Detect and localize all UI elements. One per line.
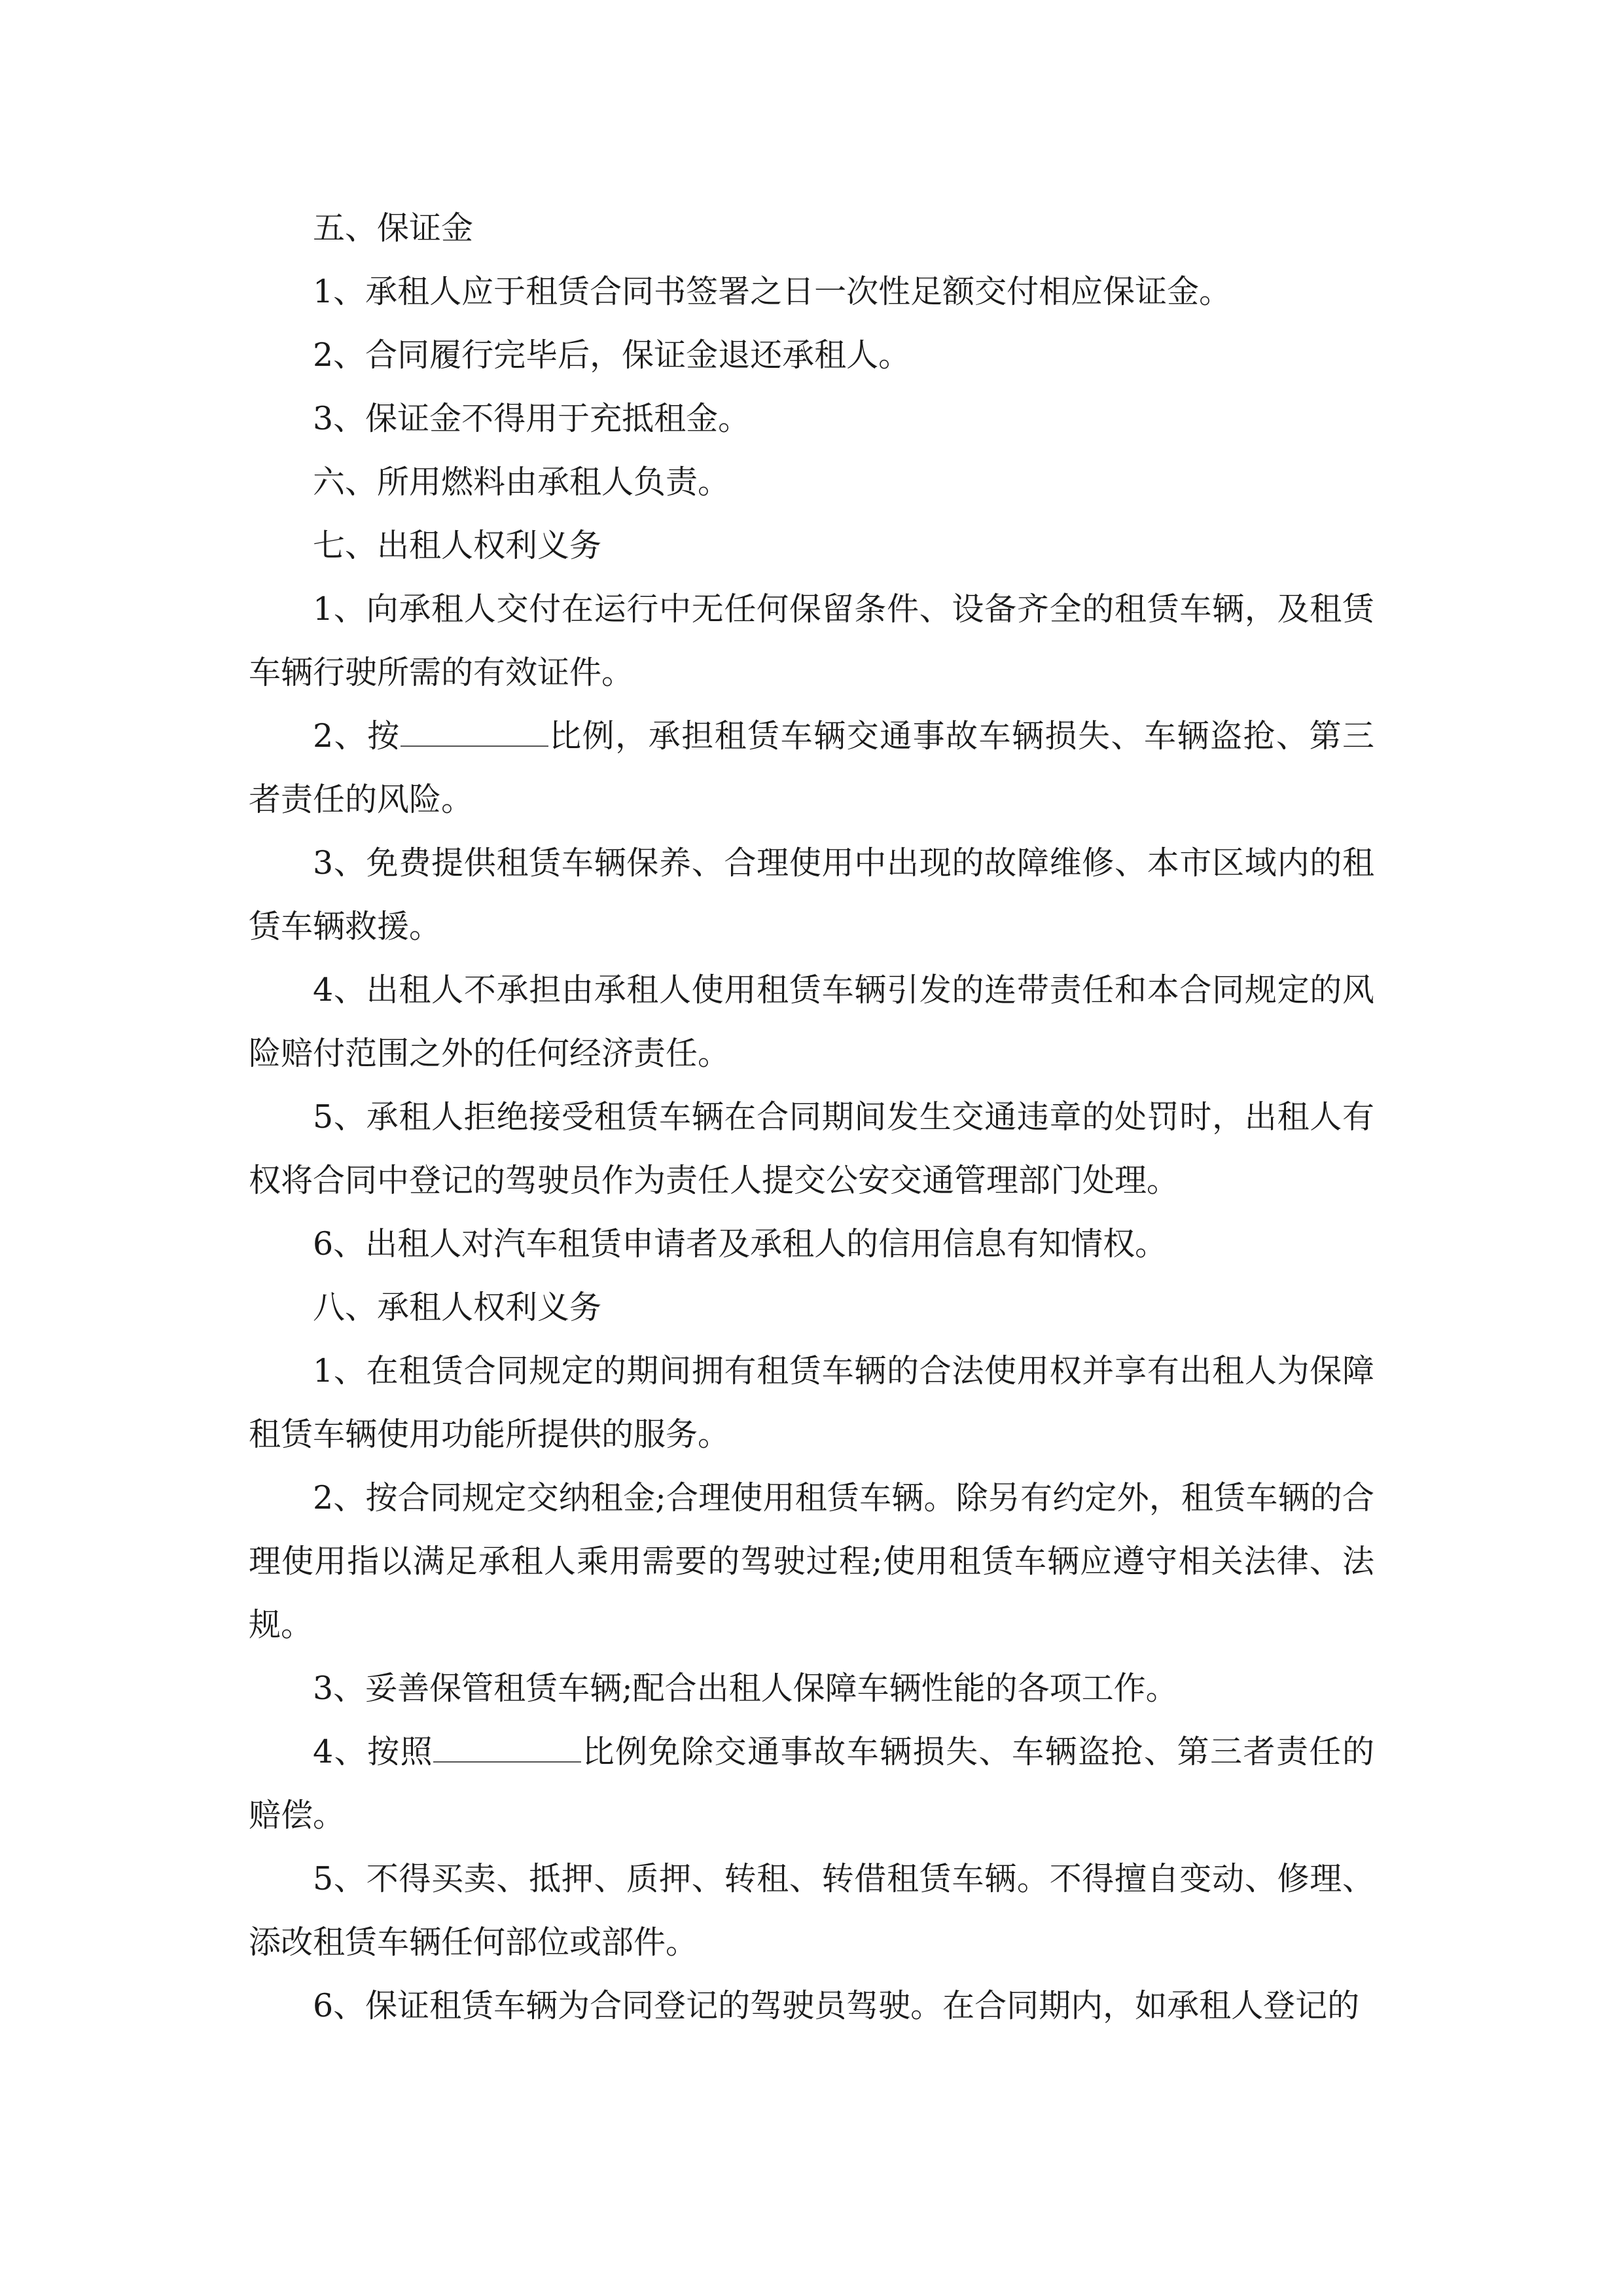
fill-in-blank[interactable]: [433, 1735, 581, 1763]
clause-paragraph: 6、出租人对汽车租赁申请者及承租人的信用信息有知情权。: [313, 1225, 1168, 1263]
section-heading-fuel: 六、所用燃料由承租人负责。: [313, 463, 730, 501]
clause-paragraph: 5、不得买卖、抵押、质押、转租、转借租赁车辆。不得擅自变动、修理、添改租赁车辆任何部位或部件。: [249, 1860, 1374, 1961]
clause-paragraph: 3、保证金不得用于充抵租金。: [313, 400, 751, 437]
section-heading-lessee-rights: 八、承租人权利义务: [313, 1289, 602, 1326]
clause-paragraph: 1、在租赁合同规定的期间拥有租赁车辆的合法使用权并享有出租人为保障租赁车辆使用功能所提供的服务。: [249, 1352, 1374, 1453]
clause-text: 4、按照: [313, 1733, 434, 1770]
section-heading-lessor-rights: 七、出租人权利义务: [313, 527, 602, 564]
clause-paragraph-with-blank: [249, 1720, 1374, 1847]
clause-paragraph: 2、按合同规定交纳租金;合理使用租赁车辆。除另有约定外，租赁车辆的合理使用指以满足承租人乘用需要的驾驶过程;使用租赁车辆应遵守相关法律、法规。: [249, 1479, 1374, 1643]
clause-paragraph: 5、承租人拒绝接受租赁车辆在合同期间发生交通违章的处罚时，出租人有权将合同中登记的驾驶员作为责任人提交公安交通管理部门处理。: [249, 1098, 1374, 1199]
clause-paragraph: 3、免费提供租赁车辆保养、合理使用中出现的故障维修、本市区域内的租赁车辆救援。: [249, 844, 1374, 945]
clause-text: 比例，承担租赁车辆交通事故车辆损失、车辆盗抢、第三者责任的风险。: [249, 717, 1374, 818]
clause-paragraph-with-blank: [249, 704, 1374, 831]
clause-paragraph: 1、承租人应于租赁合同书签署之日一次性足额交付相应保证金。: [313, 273, 1232, 310]
section-heading-deposit: 五、保证金: [313, 209, 474, 247]
clause-paragraph: 1、向承租人交付在运行中无任何保留条件、设备齐全的租赁车辆，及租赁车辆行驶所需的有效证件。: [249, 590, 1374, 691]
contract-body: [249, 196, 1374, 2037]
clause-text: 比例免除交通事故车辆损失、车辆盗抢、第三者责任的赔偿。: [249, 1733, 1374, 1834]
clause-paragraph: 4、出租人不承担由承租人使用租赁车辆引发的连带责任和本合同规定的风险赔付范围之外的任何经济责任。: [249, 971, 1374, 1072]
fill-in-blank[interactable]: [401, 719, 548, 747]
clause-text: 2、按: [313, 717, 401, 755]
clause-paragraph: 6、保证租赁车辆为合同登记的驾驶员驾驶。在合同期内，如承租人登记的: [313, 1987, 1360, 2024]
clause-paragraph: 2、合同履行完毕后，保证金退还承租人。: [313, 336, 911, 374]
clause-paragraph: 3、妥善保管租赁车辆;配合出租人保障车辆性能的各项工作。: [313, 1670, 1178, 1707]
